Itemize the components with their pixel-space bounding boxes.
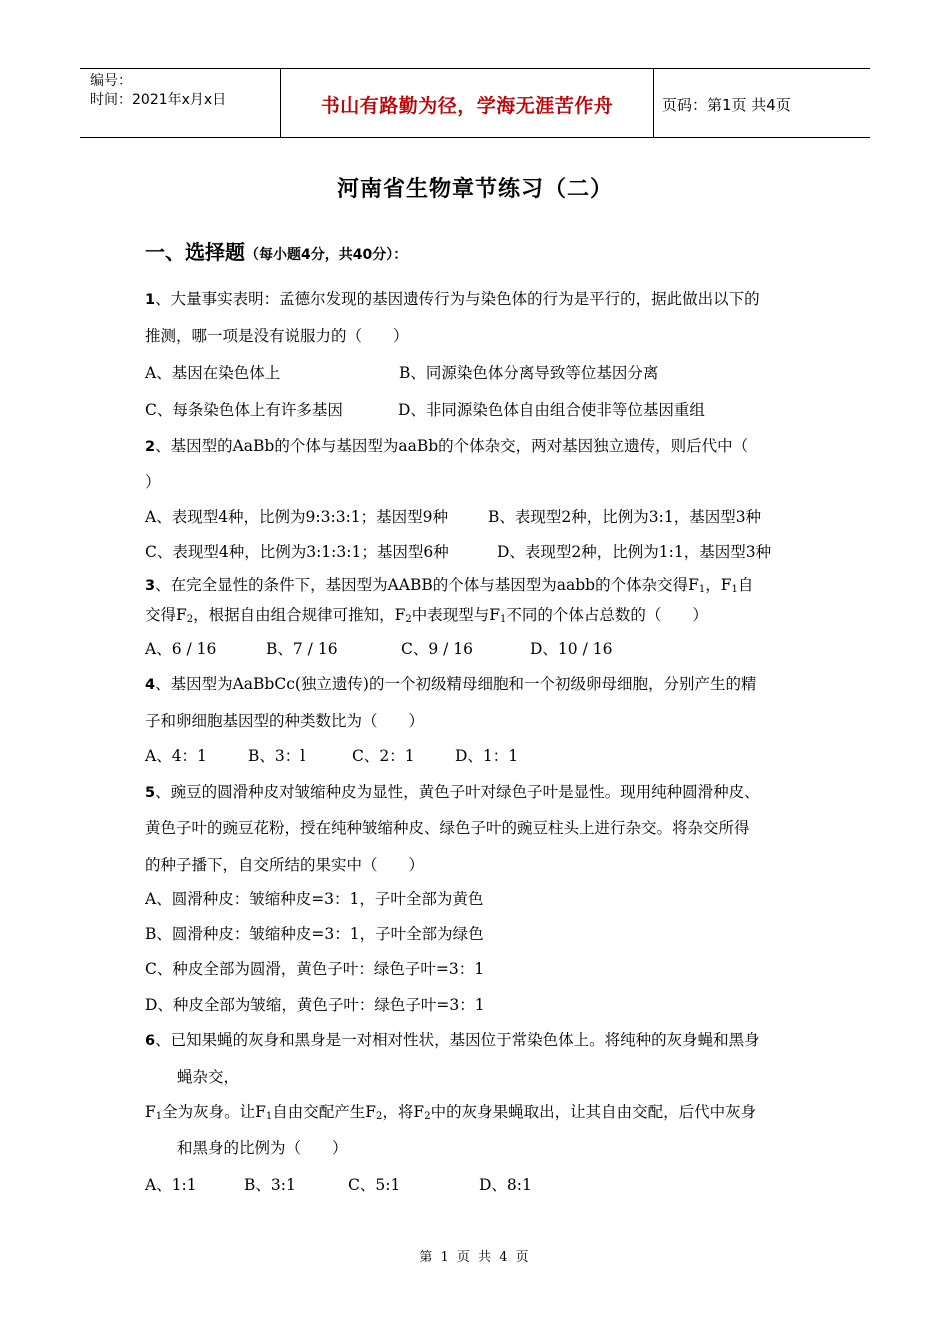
q5-stem-line3: 的种子播下，自交所结的果实中（ ）	[145, 856, 425, 874]
q3-option-c: C、9 / 16	[401, 640, 474, 658]
number-label: 编号：	[90, 73, 132, 89]
q3-option-a: A、6 / 16	[145, 640, 217, 658]
q6-option-c: C、5:1	[348, 1176, 401, 1194]
q5-number: 5	[145, 785, 156, 801]
q5-option-a: A、圆滑种皮：皱缩种皮=3：1，子叶全部为黄色	[145, 890, 484, 908]
q2-stem-line2: ）	[145, 473, 161, 491]
q4-option-d: D、1：1	[455, 747, 519, 765]
q4-option-c: C、2：1	[352, 747, 415, 765]
q1-number: 1	[145, 292, 156, 308]
q3-stem-line2: 交得$F_2$，根据自由组合规律可推知，$F_2$中表现型与$F_1$不同的个体占总数的（ ）	[145, 606, 708, 625]
q2-number: 2	[145, 439, 156, 455]
q5-option-d: D、种皮全部为皱缩，黄色子叶：绿色子叶=3：1	[145, 996, 485, 1014]
page-info: 页码：第1页 共4页	[662, 96, 791, 114]
header-info-cell	[80, 69, 281, 137]
q2-option-c: C、表现型4种，比例为3:1:3:1；基因型6种	[145, 543, 449, 561]
q2-option-d: D、表现型2种，比例为1:1，基因型3种	[497, 543, 772, 561]
q2-option-a: A、表现型4种，比例为9:3:3:1；基因型9种	[145, 508, 449, 526]
q2-stem-line1: 2、基因型的AaBb的个体与基因型为aaBb的个体杂交，两对基因独立遗传，则后代中（	[145, 437, 749, 455]
q1-option-b: B、同源染色体分离导致等位基因分离	[399, 364, 659, 382]
header-motto-cell	[281, 69, 654, 137]
section-heading	[145, 236, 407, 265]
page-footer: 第 1 页 共 4 页	[419, 1250, 531, 1265]
q4-option-a: A、4：1	[145, 747, 207, 765]
q6-number: 6	[145, 1033, 156, 1049]
q1-option-d: D、非同源染色体自由组合使非等位基因重组	[398, 401, 705, 419]
q6-stem-line2: 蝇杂交，	[177, 1068, 240, 1086]
q5-stem-line2: 黄色子叶的豌豆花粉，授在纯种皱缩种皮、绿色子叶的豌豆柱头上进行杂交。将杂交所得	[145, 819, 750, 837]
q4-number: 4	[145, 677, 156, 693]
q2-option-b: B、表现型2种，比例为3:1，基因型3种	[488, 508, 762, 526]
q3-option-d: D、10 / 16	[530, 640, 613, 658]
motto: 书山有路勤为径，学海无涯苦作舟	[320, 95, 614, 117]
q3-stem-line1: 3、在完全显性的条件下，基因型为AABB的个体与基因型为aabb的个体杂交得$F_1$，$F_1$自	[145, 576, 754, 595]
q6-option-b: B、3:1	[244, 1176, 296, 1194]
q1-stem-line1: 1、大量事实表明：孟德尔发现的基因遗传行为与染色体的行为是平行的，据此做出以下的	[145, 290, 760, 308]
q1-option-a: A、基因在染色体上	[145, 364, 281, 382]
q4-stem-line1: 4、基因型为AaBbCc(独立遗传)的一个初级精母细胞和一个初级卵母细胞，分别产生的精	[145, 675, 757, 693]
section-note: （每小题4分，共40分）：	[245, 247, 408, 263]
q6-stem-line3: $F_1$全为灰身。让$F_1$自由交配产生$F_2$，将$F_2$中的灰身果蝇取出，让其自由交配，后代中灰身	[145, 1103, 757, 1122]
q6-stem-line1: 6、已知果蝇的灰身和黑身是一对相对性状，基因位于常染色体上。将纯种的灰身蝇和黑身	[145, 1031, 760, 1049]
q4-option-b: B、3：l	[248, 747, 306, 765]
time-label: 时间：2021年x月x日	[90, 92, 227, 108]
q5-option-c: C、种皮全部为圆滑，黄色子叶：绿色子叶=3：1	[145, 960, 485, 978]
q6-option-d: D、8:1	[479, 1176, 532, 1194]
header-page-cell	[654, 69, 870, 137]
header-table	[80, 68, 870, 138]
q3-option-b: B、7 / 16	[266, 640, 338, 658]
q1-stem-line2: 推测，哪一项是没有说服力的（ ）	[145, 327, 409, 345]
q1-option-c: C、每条染色体上有许多基因	[145, 401, 343, 419]
q5-option-b: B、圆滑种皮：皱缩种皮=3：1，子叶全部为绿色	[145, 925, 484, 943]
q5-stem-line1: 5、豌豆的圆滑种皮对皱缩种皮为显性，黄色子叶对绿色子叶是显性。现用纯种圆滑种皮、	[145, 783, 760, 801]
q6-option-a: A、1:1	[145, 1176, 197, 1194]
q6-stem-line4: 和黑身的比例为（ ）	[177, 1139, 348, 1157]
section-title: 一、选择题	[145, 240, 245, 264]
q4-stem-line2: 子和卵细胞基因型的种类数比为（ ）	[145, 712, 425, 730]
q3-number: 3	[145, 578, 156, 594]
page-title: 河南省生物章节练习（二）	[336, 177, 613, 202]
